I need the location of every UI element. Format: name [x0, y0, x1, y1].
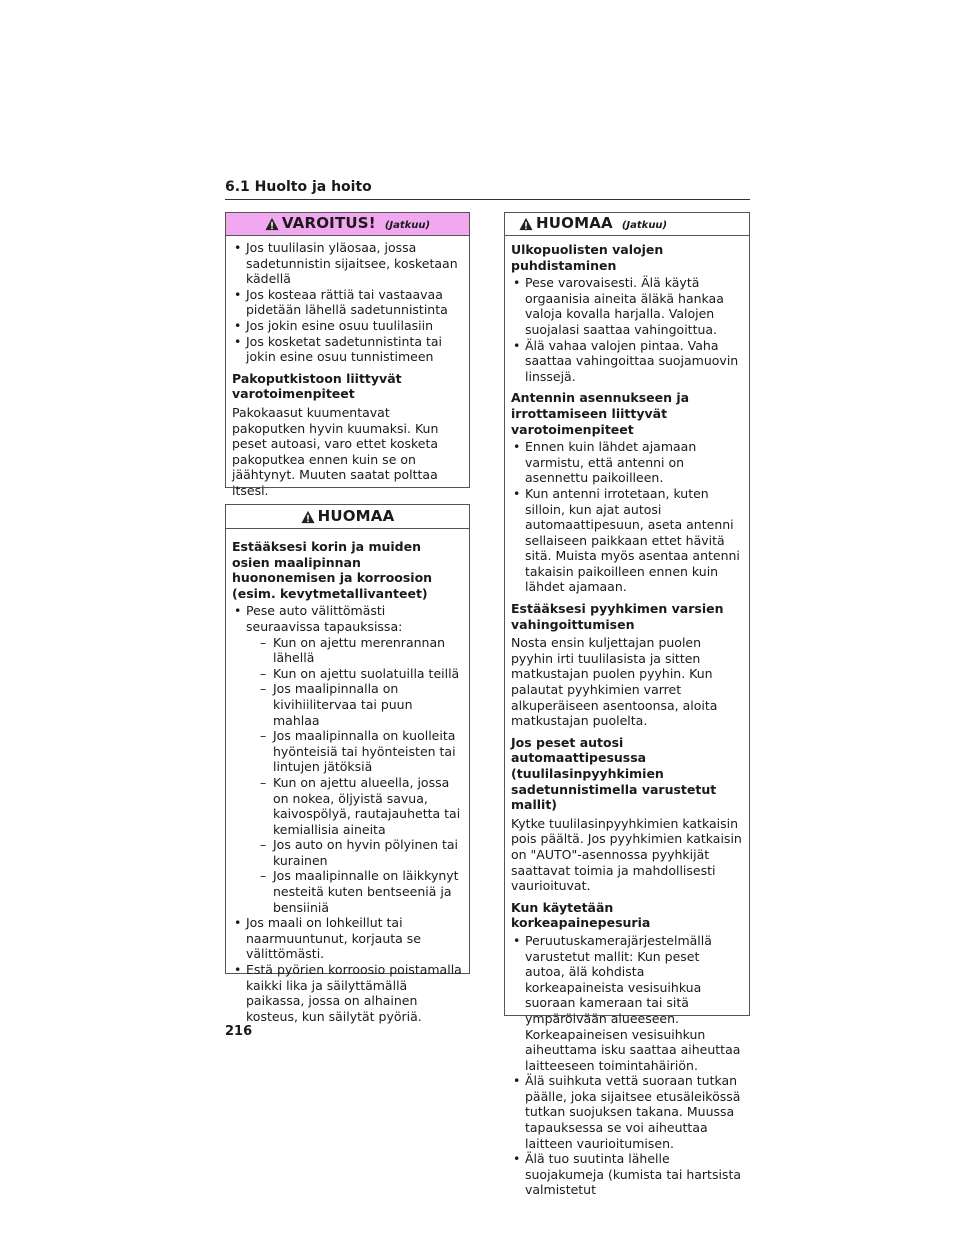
carwash-heading: Jos peset autosi automaattipesussa (tuulilasinpyyhkimien sadetunnistimella varustetut mallit) [511, 734, 717, 813]
sub-list-item: – Kun on ajettu suolatuilla teillä [246, 666, 463, 682]
notice-box-header [226, 505, 469, 529]
carwash-paragraph: Kytke tuulilasinpyyhkimien katkaisin pois päältä. Jos pyyhkimien katkaisin on "AUTO"-asennossa pyyhkijät saattavat toimia ja mahdollisesti vaurioituvat. [511, 815, 742, 894]
continued-label: (Jatkuu) [384, 219, 431, 231]
continued-label: (Jatkuu) [621, 219, 668, 231]
list-item-text: Pese auto välittömästi seuraavissa tapauksissa: [246, 603, 403, 634]
list-item: • Älä vahaa valojen pintaa. Vaha saattaa vahingoittaa suojamuovin linssejä. [511, 338, 743, 385]
list-item: • Jos kosketat sadetunnistinta tai jokin esine osuu tunnistimeen [232, 334, 463, 365]
list-item: • Älä suihkuta vettä suoraan tutkan päälle, joka sijaitsee etusäleikössä tutkan suojuksen takana. Muussa tapauksessa se voi aiheuttaa laitteen vaurioitumisen. [511, 1073, 743, 1151]
list-item: • Jos maali on lohkeillut tai naarmuuntunut, korjauta se välittömästi. [232, 915, 463, 962]
warning-box-header [226, 213, 469, 236]
sub-list-item: – Jos maalipinnalle on läikkynyt nesteitä kuten bentseeniä ja bensiiniä [246, 868, 463, 915]
notice-box [225, 504, 470, 1024]
list-item [232, 603, 463, 915]
warning-triangle-icon [519, 217, 533, 231]
list-item: • Jos kosteaa rättiä tai vastaavaa pidetään lähellä sadetunnistinta [232, 287, 463, 318]
notice-continued-body [505, 236, 749, 1204]
list-item: • Ennen kuin lähdet ajamaan varmistu, että antenni on asennettu paikoilleen. [511, 439, 743, 486]
sub-list-item: – Jos maalipinnalla on kivihiilitervaa tai puun mahlaa [246, 681, 463, 728]
page-number: 216 [225, 1024, 253, 1039]
sub-list-item: – Kun on ajettu merenrannan lähellä [246, 635, 463, 666]
sub-list-item: – Jos auto on hyvin pölyinen tai kurainen [246, 837, 463, 868]
antenna-heading: Antennin asennukseen ja irrottamiseen liittyvät varotoimenpiteet [511, 390, 690, 437]
lights-heading: Ulkopuolisten valojen puhdistaminen [511, 242, 664, 273]
warning-triangle-icon [265, 217, 279, 231]
warning-box [225, 212, 470, 498]
notice-title: HUOMAA [317, 506, 395, 525]
wiper-paragraph: Nosta ensin kuljettajan puolen pyyhin irti tuulilasista ja sitten matkustajan puolen pyyhin. Kun palautat pyyhkimien varret alkuperäiseen asentoonsa, aloita matkustajan puolelta. [511, 635, 718, 729]
exhaust-heading: Pakoputkistoon liittyvät varotoimenpiteet [232, 370, 402, 402]
exhaust-paragraph: Pakokaasut kuumentavat pakoputken hyvin kuumaksi. Kun peset autoasi, varo ettet kosketa pakoputkea ennen kuin se on jäähtynyt. Muuten saatat polttaa itsesi. [232, 404, 439, 498]
pressure-washer-heading: Kun käytetään korkeapainepesuria [511, 899, 651, 931]
warning-title: VAROITUS! [281, 214, 376, 233]
wiper-heading: Estääksesi pyyhkimen varsien vahingoittumisen [511, 601, 724, 632]
list-item: • Jos tuulilasin yläosaa, jossa sadetunnistin sijaitsee, kosketaan kädellä [232, 240, 463, 287]
notice-continued-header [505, 213, 749, 236]
list-item: • Peruutuskamerajärjestelmällä varustetut mallit: Kun peset autoa, älä kohdista korkeapaineista vesisuihkua suoraan kameraan tai sitä ympäröivään alueeseen. Korkeapaineisen vesisuihkun aiheuttama isku saattaa aiheuttaa laitteeseen toimintahäiriön. [511, 933, 743, 1073]
sub-list-item: – Kun on ajettu alueella, jossa on nokea, öljyistä savua, kaivospölyä, rautajauhetta tai kemiallisia aineita [246, 775, 463, 837]
notice-continued-title: HUOMAA [536, 214, 613, 233]
notice-box-body [226, 529, 469, 1030]
warning-triangle-icon [301, 510, 315, 524]
list-item: • Pese varovaisesti. Älä käytä orgaanisia aineita äläkä hankaa valoja kovalla harjalla. Valojen suojalasi saattaa vahingoittua. [511, 275, 743, 337]
paint-heading: Estääksesi korin ja muiden osien maalipinnan huononemisen ja korroosion (esim. kevytmetallivanteet) [232, 539, 433, 601]
sub-list-item: – Jos maalipinnalla on kuolleita hyönteisiä tai hyönteisten tai lintujen jätöksiä [246, 728, 463, 775]
list-item: • Estä pyörien korroosio poistamalla kaikki lika ja säilyttämällä paikassa, jossa on alhainen kosteus, kun säilytät pyöriä. [232, 962, 463, 1024]
list-item: • Kun antenni irrotetaan, kuten silloin, kun ajat autosi automaattipesuun, aseta antenni sellaiseen paikkaan ettet hävitä sitä. Muista myös asentaa antenni takaisin paikoilleen ennen kuin lähdet ajamaan. [511, 486, 743, 595]
section-title: 6.1 Huolto ja hoito [225, 180, 750, 200]
list-item: • Jos jokin esine osuu tuulilasiin [232, 318, 463, 334]
notice-continued-box [504, 212, 750, 1198]
list-item: • Älä tuo suutinta lähelle suojakumeja (kumista tai hartsista valmistetut [511, 1151, 743, 1198]
warning-box-body [226, 236, 469, 507]
